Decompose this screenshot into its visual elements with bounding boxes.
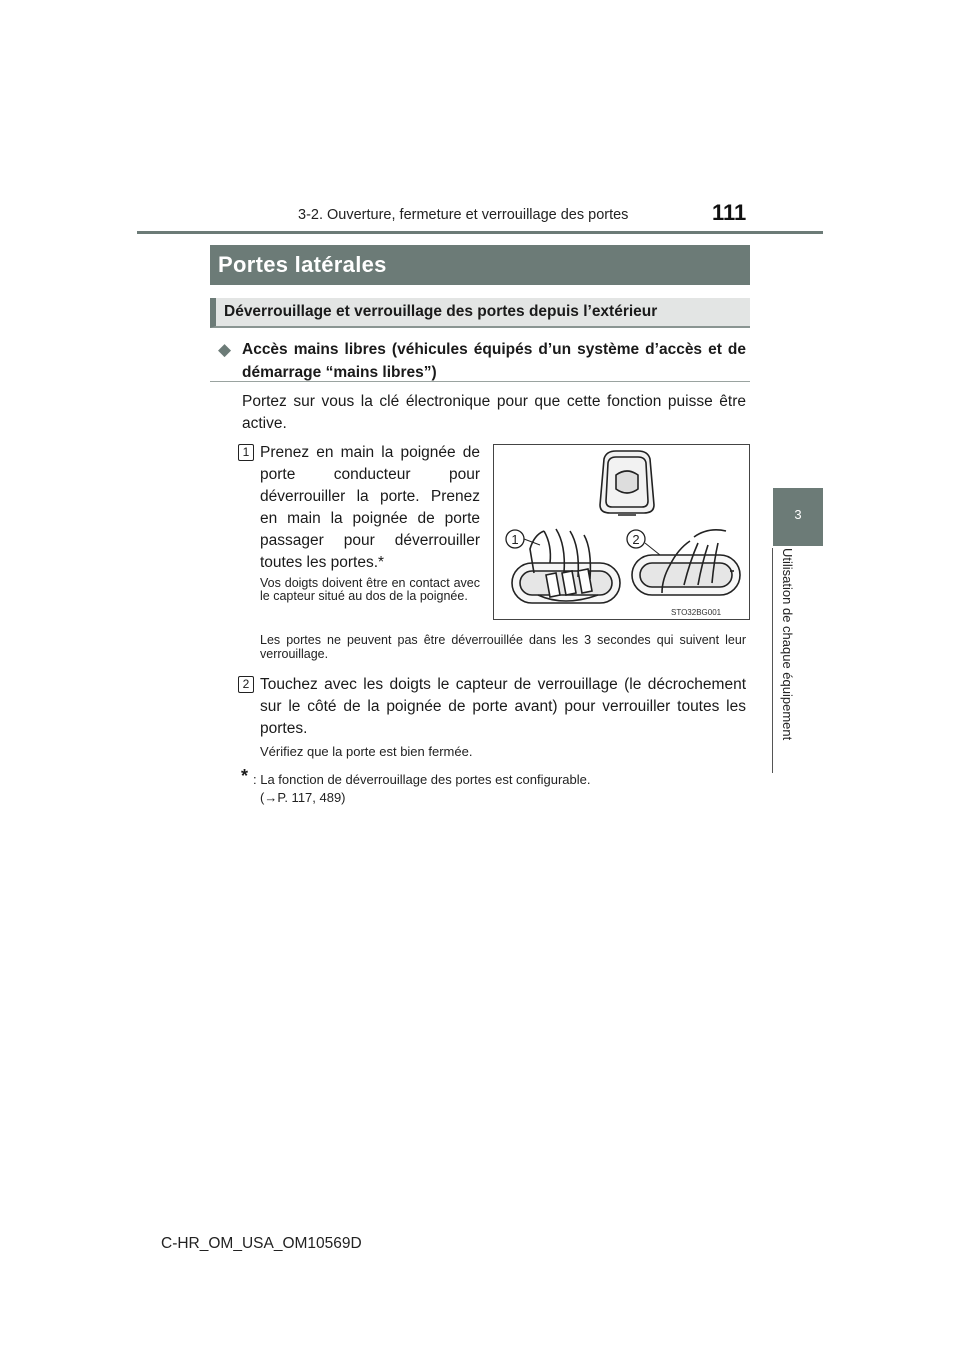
footnote-text: : La fonction de déverrouillage des portes est configurable. xyxy=(253,772,591,787)
running-header: 3-2. Ouverture, fermeture et verrouillage des portes xyxy=(298,207,629,223)
step-2-number-badge: 2 xyxy=(238,676,254,693)
intro-paragraph: Portez sur vous la clé électronique pour que cette fonction puisse être active. xyxy=(242,393,746,432)
page-number: 111 xyxy=(712,200,747,225)
passenger-handle xyxy=(632,530,740,595)
step-1-text: Prenez en main la poignée de porte conducteur pour déverrouiller la porte. Prenez en main la poignée de porte passager pour déverrouiller toutes les portes.* xyxy=(260,444,480,571)
door-handle-illustration xyxy=(493,444,750,620)
step-2-note: Vérifiez que la porte est bien fermée. xyxy=(260,744,473,759)
header-rule xyxy=(137,231,823,234)
bullet-rule xyxy=(210,381,750,382)
section-subheading: Déverrouillage et verrouillage des portes depuis l’extérieur xyxy=(210,298,750,328)
step-1-note: Vos doigts doivent être en contact avec le capteur situé au dos de la poignée. xyxy=(260,576,480,603)
diamond-bullet-icon: ◆ xyxy=(218,340,232,359)
chapter-tab: 3 xyxy=(773,488,823,546)
step-2-text: Touchez avec les doigts le capteur de verrouillage (le décrochement sur le côté de la poignée de porte avant) pour verrouiller toutes les portes. xyxy=(260,676,746,737)
bullet-heading: Accès mains libres (véhicules équipés d’un système d’accès et de démarrage “mains libres”) xyxy=(242,341,746,381)
footnote-marker: * xyxy=(241,766,249,786)
chapter-divider xyxy=(772,548,773,773)
document-code: C-HR_OM_USA_OM10569D xyxy=(161,1235,362,1252)
door-handle-drawing xyxy=(494,445,751,621)
footnote-page-reference[interactable]: (→P. 117, 489) xyxy=(260,790,346,805)
smart-key-icon xyxy=(600,451,654,515)
step-1-number-badge: 1 xyxy=(238,444,254,461)
callout-2-label: 2 xyxy=(632,532,640,547)
page-title: Portes latérales xyxy=(210,245,750,285)
figure-code: STO32BG001 xyxy=(671,608,722,617)
callout-1-label: 1 xyxy=(511,532,519,547)
chapter-title: Utilisation de chaque équipement xyxy=(780,548,795,741)
step-1-note-2: Les portes ne peuvent pas être déverrouillée dans les 3 secondes qui suivent leur verrouillage. xyxy=(260,633,746,661)
